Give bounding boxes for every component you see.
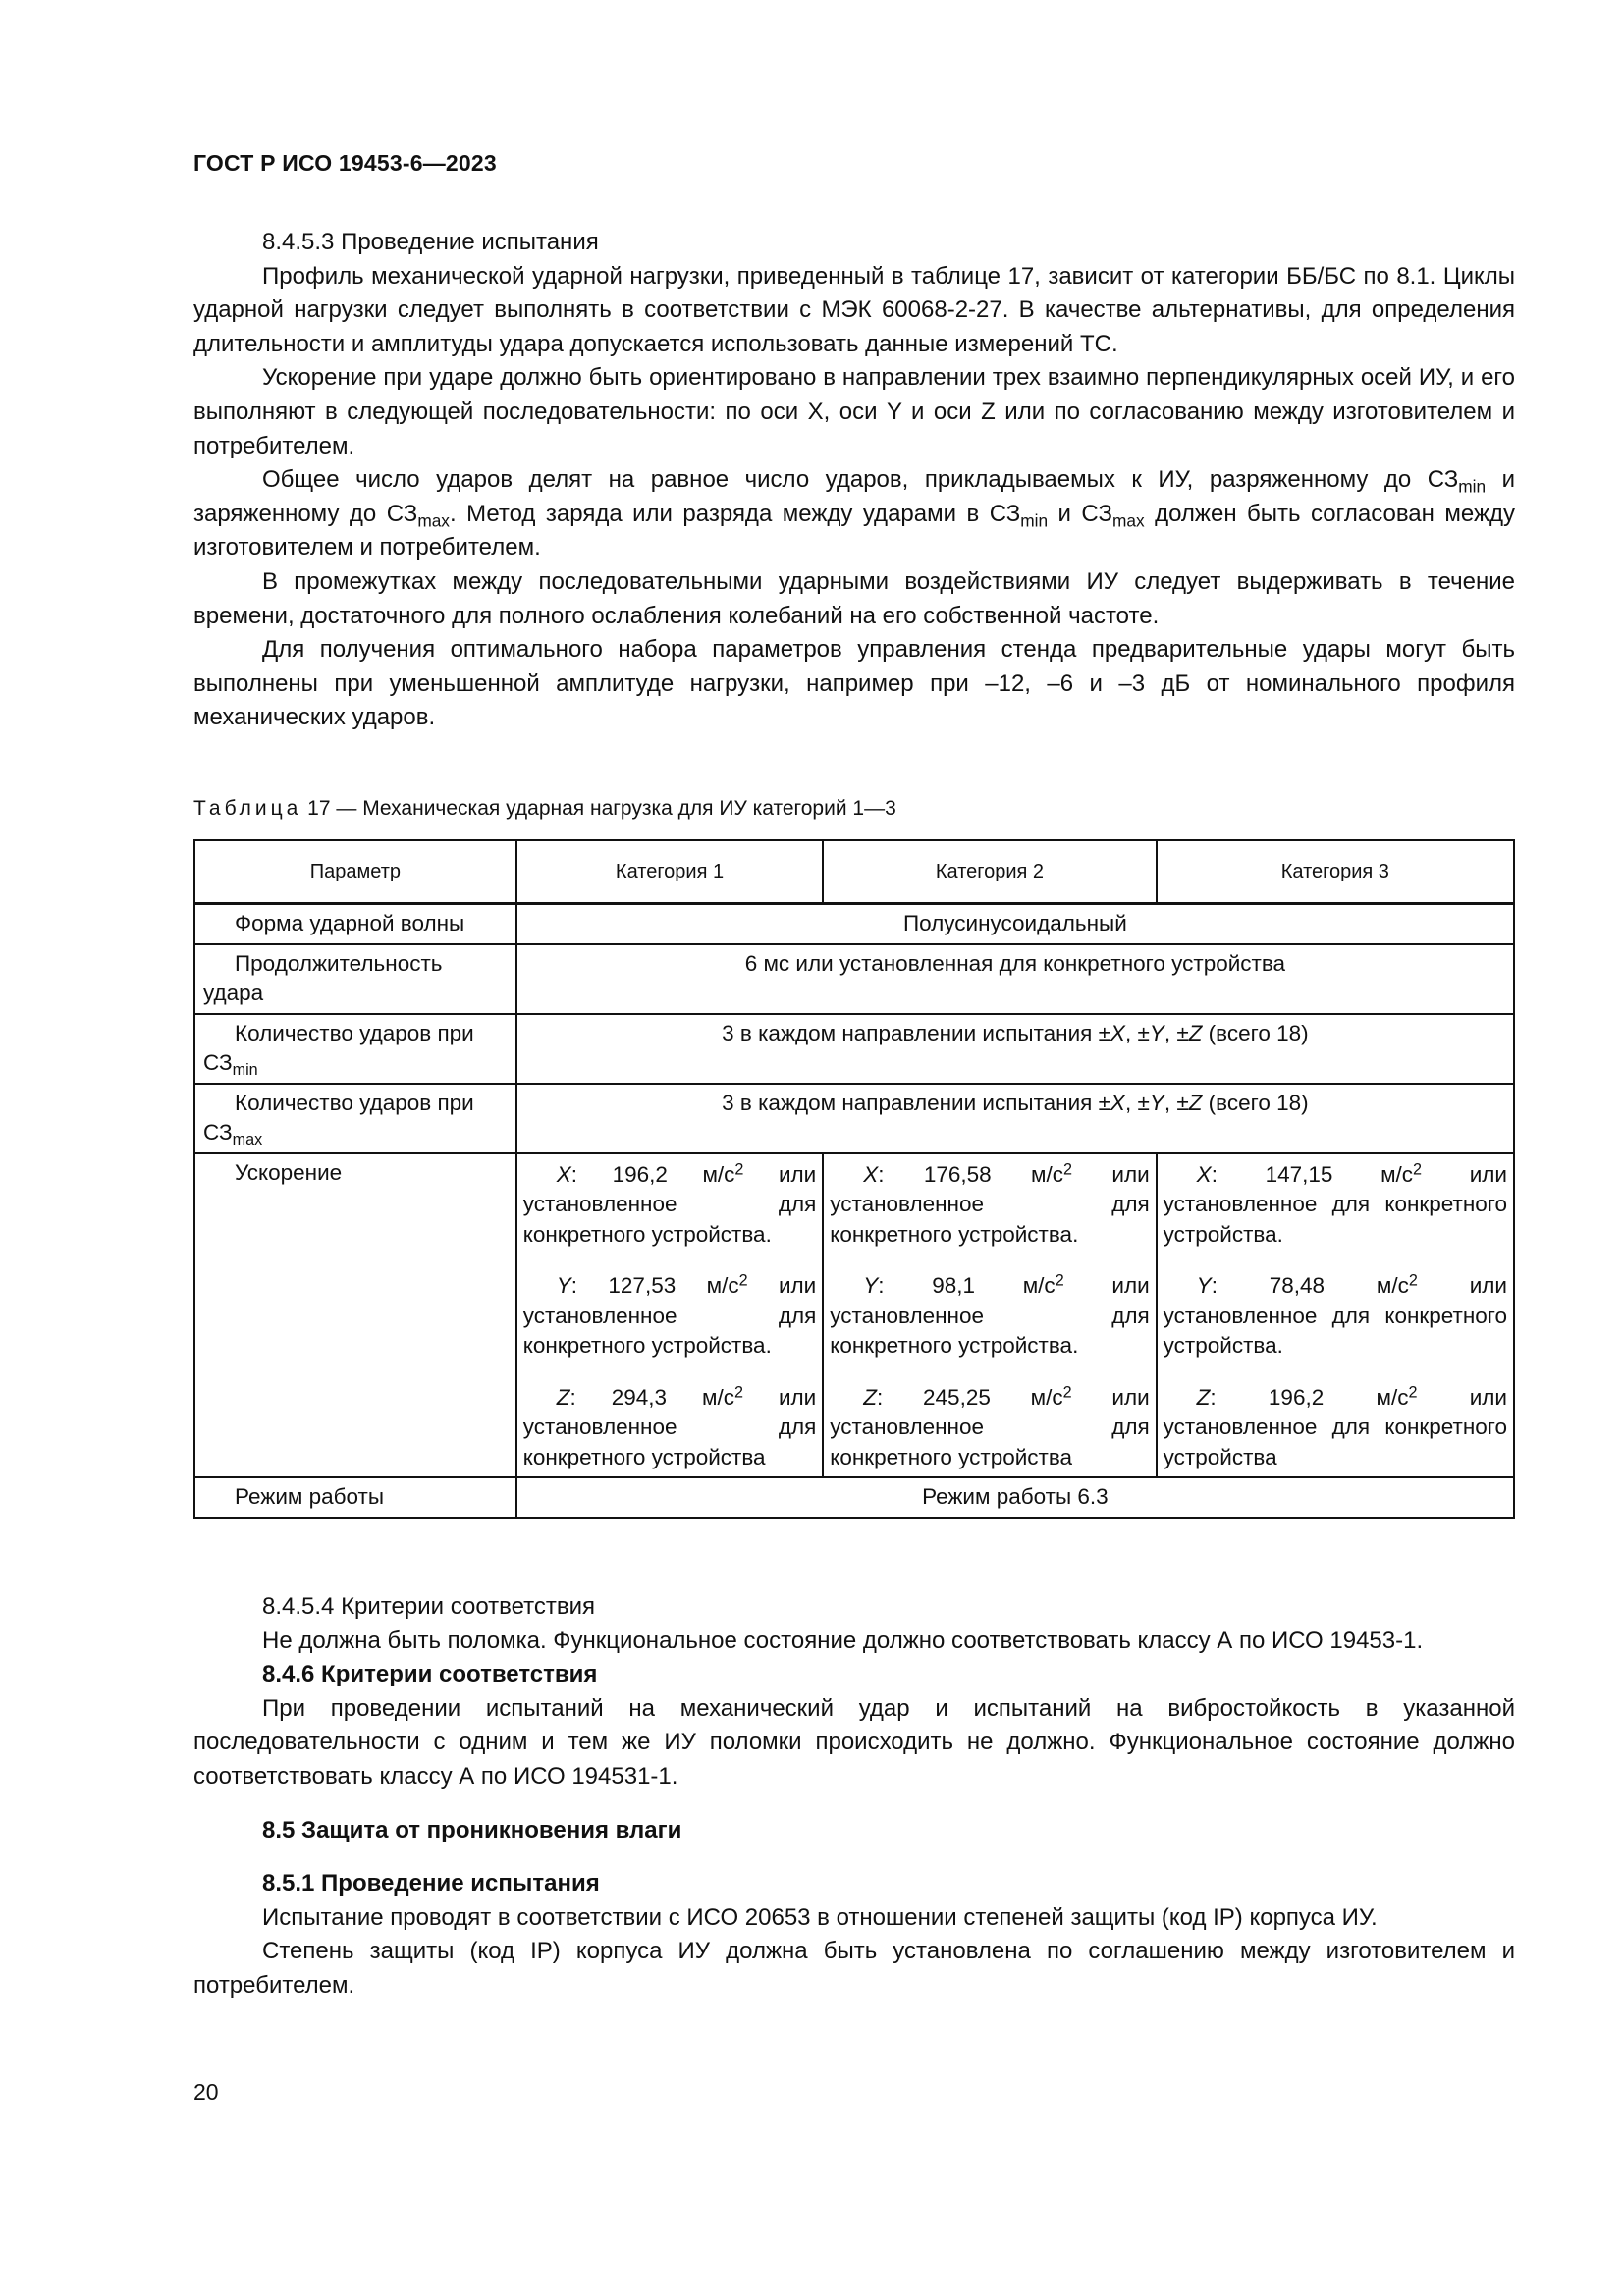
value-cell: 6 мс или установленная для конкретного устройства [516,944,1514,1014]
shock-load-table [193,839,1515,1519]
paragraph: В промежутках между последовательными ударными воздействиями ИУ следует выдерживать в течение времени, достаточного для полного ослабления колебаний на его собственной частоте. [193,567,1515,629]
table-caption: Таблица 17 — Механическая ударная нагрузка для ИУ категорий 1—3 [193,797,896,820]
paragraph: При проведении испытаний на механический удар и испытаний на вибростойкость в указанной последовательности с одним и тем же ИУ поломки происходить не должно. Функциональное состояние должно соответствовать классу А по ИСО 194531-1. [193,1694,1515,1789]
param-cell: Количество ударов при $СЗ_{min}$ [194,1014,516,1084]
column-header: Категория 1 [516,840,824,904]
value-cell: Режим работы 6.3 [516,1477,1514,1518]
value-cell: 3 в каждом направлении испытания ±X, ±Y, ±Z (всего 18) [516,1084,1514,1153]
section-heading: 8.5.1 Проведение испытания [262,1870,600,1897]
sections-after-table [193,1590,1515,2003]
subsection-heading: 8.4.5.4 Критерии соответствия [262,1593,596,1620]
table-header-row [194,840,1514,904]
value-cell-cat3: X: 147,15 $м/с^2$ или установленное для конкретного устройства. Y: 78,48 $м/с^2$ или установленное для конкретного устройства. Z: 196,2 $м/с^2$ или установленное для конкретного устройства [1157,1153,1514,1478]
param-cell: Ускорение [194,1153,516,1478]
param-cell: Количество ударов при $СЗ_{max}$ [194,1084,516,1153]
paragraph: Не должна быть поломка. Функциональное состояние должно соответствовать классу А по ИСО 19453-1. [262,1627,1424,1654]
column-header: Категория 3 [1157,840,1514,904]
table-row [194,1084,1514,1153]
section-heading: 8.5 Защита от проникновения влаги [262,1816,682,1843]
section-8-4-5-3 [193,226,1515,735]
subsection-heading: 8.4.5.3 Проведение испытания [262,229,599,255]
document-header: ГОСТ Р ИСО 19453-6—2023 [193,150,497,176]
column-header: Категория 2 [823,840,1156,904]
param-cell: Режим работы [194,1477,516,1518]
paragraph: Для получения оптимального набора параметров управления стенда предварительные удары могут быть выполнены при уменьшенной амплитуде нагрузки, например при –12, –6 и –3 дБ от номинального профиля механических ударов. [193,636,1515,731]
column-header: Параметр [194,840,516,904]
paragraph: Степень защиты (код IP) корпуса ИУ должна быть установлена по соглашению между изготовителем и потребителем. [193,1938,1515,1999]
table-row [194,944,1514,1014]
paragraph: Испытание проводят в соответствии с ИСО 20653 в отношении степеней защиты (код IP) корпуса ИУ. [262,1903,1378,1931]
param-cell: Форма ударной волны [194,904,516,944]
table-row [194,1153,1514,1478]
table-row [194,904,1514,944]
value-cell: Полусинусоидальный [516,904,1514,944]
table-row [194,1477,1514,1518]
page-number: 20 [193,2079,219,2105]
table-row [194,1014,1514,1084]
paragraph: Профиль механической ударной нагрузки, приведенный в таблице 17, зависит от категории ББ/БС по 8.1. Циклы ударной нагрузки следует выполнять в соответствии с МЭК 60068-2-27. В качестве альтернативы, для определения длительности и амплитуды удара допускается использовать данные измерений ТС. [193,262,1515,357]
value-cell-cat1: X: 196,2 $м/с^2$ или установленное для конкретного устройства. Y: 127,53 $м/с^2$ или установленное для конкретного устройства. Z: 294,3 $м/с^2$ или установленное для конкретного устройства [516,1153,824,1478]
param-cell: Продолжительность удара [194,944,516,1014]
paragraph: Общее число ударов делят на равное число ударов, прикладываемых к ИУ, разряженному до $СЗ_{min}$ и заряженному до $СЗ_{max}$. Метод заряда или разряда между ударами в $СЗ_{min}$ и $СЗ_{max}$ должен быть согласован между изготовителем и потребителем. [193,466,1516,561]
value-cell: 3 в каждом направлении испытания ±X, ±Y, ±Z (всего 18) [516,1014,1514,1084]
value-cell-cat2: X: 176,58 $м/с^2$ или установленное для конкретного устройства. Y: 98,1 $м/с^2$ или установленное для конкретного устройства. Z: 245,25 $м/с^2$ или установленное для конкретного устройства [823,1153,1156,1478]
paragraph: Ускорение при ударе должно быть ориентировано в направлении трех взаимно перпендикулярных осей ИУ, и его выполняют в следующей последовательности: по оси X, оси Y и оси Z или по согласованию между изготовителем и потребителем. [193,364,1515,459]
section-heading: 8.4.6 Критерии соответствия [262,1661,598,1688]
